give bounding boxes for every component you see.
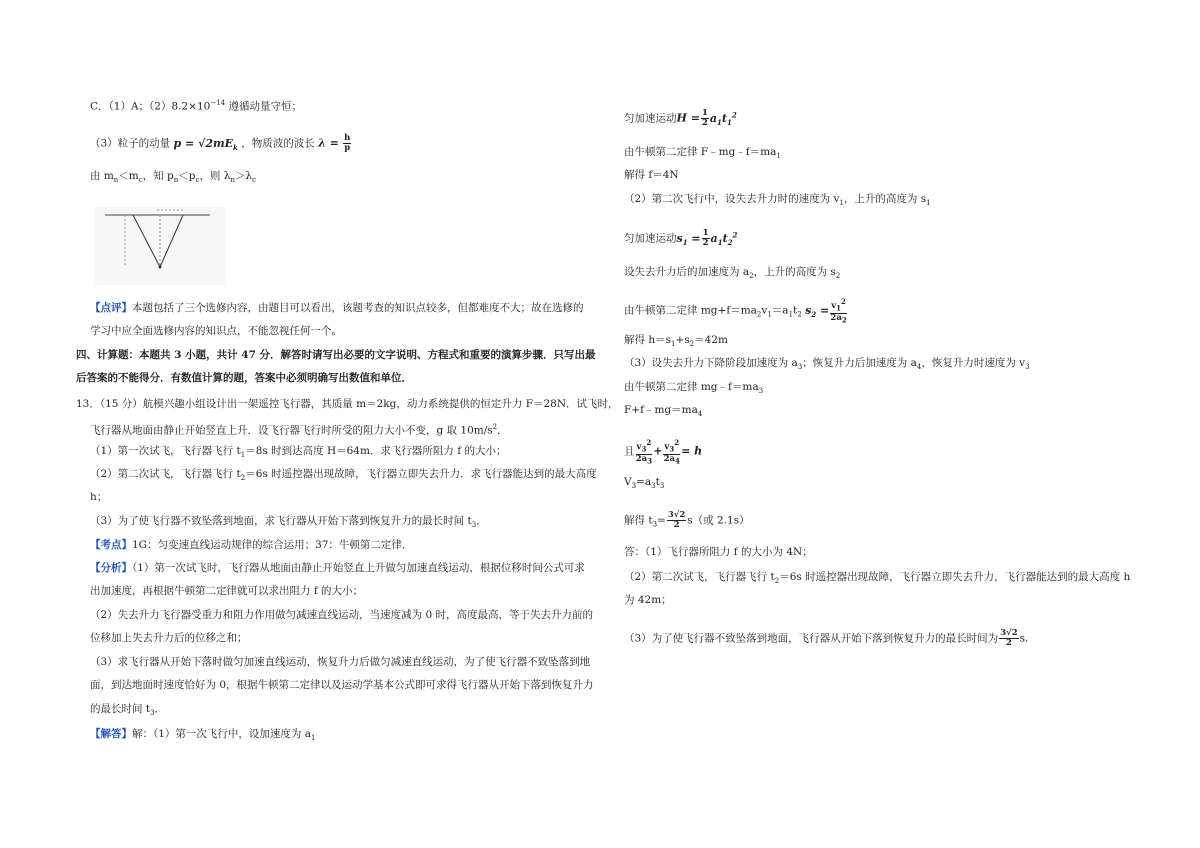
answer-line2: （2）第二次试飞，飞行器飞行 $t_2=6s$ 时遥控器出现故障，飞行器立即失去升力，飞行器能达到的最大高度 h	[624, 571, 1131, 586]
right-line9: （3）设失去升力下降阶段加速度为 $a_3$；恢复升力后加速度为 $a_4$，恢复升力时速度为 $v_3$	[624, 357, 1030, 372]
analysis-line7: 的最长时间 $t_3$．	[90, 703, 166, 718]
vertex-point	[159, 266, 162, 269]
right-line13: $V_3=a_3t_3$	[624, 476, 665, 491]
comment-line1: 【点评】本题包括了三个选修内容，由题目可以看出，该题考查的知识点较多，但都难度不大；故在选修的	[90, 302, 584, 314]
analysis-line6: 面，到达地面时速度恰好为 0，根据牛顿第二定律以及运动学基本公式即可求得飞行器从开始下落到恢复升力	[90, 679, 594, 691]
key-points-tag: 【考点】	[90, 539, 132, 551]
question13-part2: （2）第二次试飞，飞行器飞行 $t_2=6s$ 时遥控器出现故障，飞行器立即失去升力．求飞行器能达到的最大高度	[90, 468, 597, 483]
figure-background	[95, 207, 225, 285]
section4-heading-line1: 四、计算题：本题共 3 小题，共计 47 分．解答时请写出必要的文字说明、方程式和重要的演算步骤．只写出最	[76, 349, 596, 361]
solution-start: 【解答】解：（1）第一次飞行中，设加速度为 $a_1$	[90, 728, 316, 743]
right-line10: 由牛顿第二定律 $mg﹣f=ma_3$	[624, 381, 764, 396]
right-line2: 由牛顿第二定律 $F﹣mg﹣f=ma_1$	[624, 146, 781, 161]
right-line7: 由牛顿第二定律 $mg+f=ma_2v_1=a_1t_2$ $s_2$ = $\frac{v_1^2}{2a_2}$	[624, 297, 847, 325]
key-points: 【考点】1G：匀变速直线运动规律的综合运用；37：牛顿第二定律．	[90, 539, 413, 551]
right-line1: 匀加速运动H = $\frac{1}{2}$ $a_1t_1^2$	[624, 108, 737, 129]
v-shaped-diagram	[95, 207, 225, 285]
analysis-tag: 【分析】	[90, 562, 132, 574]
analysis-line2: 出加速度，再根据牛顿第二定律就可以求出阻力 f 的大小；	[90, 585, 364, 597]
right-line5: 匀加速运动$s_1$ = $\frac{1}{2}$ $a_1t_2^2$	[624, 228, 738, 249]
formula-a1t1: $a_1t_1^2$	[709, 110, 737, 127]
analysis-line4: 位移加上失去升力后的位移之和；	[90, 632, 248, 644]
right-line11: $F+f﹣mg=ma_4$	[624, 404, 703, 419]
analysis-line3: （2）失去升力飞行器受重力和阻力作用做匀减速直线运动，当速度减为 0 时，高度最高，等于失去升力前的	[90, 609, 594, 621]
formula-s2: $s_2$ =	[805, 303, 830, 319]
formula-h: H =	[676, 111, 700, 125]
formula-a1t2: $a_1t_2^2$	[710, 230, 738, 247]
question13-part3: （3）为了使飞行器不致坠落到地面，求飞行器从开始下落到恢复升力的最长时间 $t_3$．	[90, 515, 487, 530]
fraction-answer-3sqrt2-over-2: $\frac{3√2}{2}$	[1000, 628, 1018, 648]
fraction-half-2: $\frac{1}{2}$	[702, 228, 709, 249]
wavelength-fraction: $\frac{h}{p}$	[344, 133, 351, 153]
plus-sign: +	[653, 444, 663, 458]
formula-s1: $s_1$ =	[676, 231, 701, 247]
right-line8: 解得 $h=s_1+s_2=42m$	[624, 334, 728, 349]
right-line3: 解得 f＝4N	[624, 169, 679, 181]
answer-line1: 答：（1）飞行器所阻力 f 的大小为 4N；	[624, 546, 813, 558]
comment-line2: 学习中应全面选修内容的知识点，不能忽视任何一个。	[90, 325, 342, 337]
comment-tag: 【点评】	[90, 302, 132, 314]
question13-line2: 飞行器从地面由静止开始竖直上升．设飞行器飞行时所受的阻力大小不变，g 取 $10m/s^2$．	[90, 423, 508, 437]
question13-line1: 13．（15 分）航模兴趣小组设计出一架遥控飞行器，其质量 m＝2kg，动力系统提供的恒定升力 F＝28N．试飞时，	[76, 398, 619, 410]
right-line14: 解得 $t_3=$ $\frac{3√2}{2}$ s（或 2.1s）	[624, 510, 750, 530]
fraction-v1-2a2: $\frac{v_1^2}{2a_2}$	[830, 297, 847, 325]
momentum-formula: $p = √2mE_k$	[173, 136, 238, 152]
fraction-half: $\frac{1}{2}$	[701, 108, 708, 129]
fraction-v3-2a4: $\frac{v_3^2}{2a_4}$	[663, 438, 680, 466]
answer-c-line3: （3）粒子的动量 $p = √2mE_k$ ，物质波的波长 λ = $\frac{h}{p}$	[90, 133, 351, 153]
question13-part2-cont: h；	[90, 491, 108, 503]
answer-c-line1: C．（1）A；$(2)8.2\times 10^{-14}$ 遵循动量守恒；	[90, 99, 302, 113]
mass-relation: 由 $m_n<m_c$，知 $p_n<p_c$，则 $\lambda_n>\lambda_c$	[90, 170, 257, 185]
fraction-v3-2a3: $\frac{v_3^2}{2a_3}$	[635, 438, 652, 466]
analysis-line5: （3）求飞行器从开始下落时做匀加速直线运动，恢复升力后做匀减速直线运动，为了使飞行器不致坠落到地	[90, 656, 591, 668]
analysis-line1: 【分析】（1）第一次试飞时，飞行器从地面由静止开始竖直上升做匀加速直线运动，根据位移时间公式可求	[90, 562, 585, 574]
right-line6: 设失去升力后的加速度为 $a_2$，上升的高度为 $s_2$	[624, 266, 841, 281]
solution-tag: 【解答】	[90, 728, 132, 740]
answer-line2-cont: 为 42m；	[624, 594, 672, 606]
answer-line3: （3）为了使飞行器不致坠落到地面，飞行器从开始下落到恢复升力的最长时间为 $\frac{3√2}{2}$ s.	[624, 628, 1029, 648]
question13-part1: （1）第一次试飞，飞行器飞行 $t_1=8s$ 时到达高度 H＝64m．求飞行器所阻力 f 的大小；	[90, 445, 507, 460]
equals-h: = h	[681, 444, 703, 458]
fraction-3sqrt2-over-2: $\frac{3√2}{2}$	[667, 510, 686, 530]
right-line4: （2）第二次飞行中，设失去升力时的速度为 $v_1$，上升的高度为 $s_1$	[624, 193, 931, 208]
wavelength-formula: λ =	[318, 136, 339, 150]
section4-heading-line2: 后答案的不能得分．有数值计算的题，答案中必须明确写出数值和单位．	[76, 372, 412, 384]
right-line12: 且 $\frac{v_3^2}{2a_3}$ + $\frac{v_3^2}{2a_4}$ = h	[624, 438, 703, 466]
